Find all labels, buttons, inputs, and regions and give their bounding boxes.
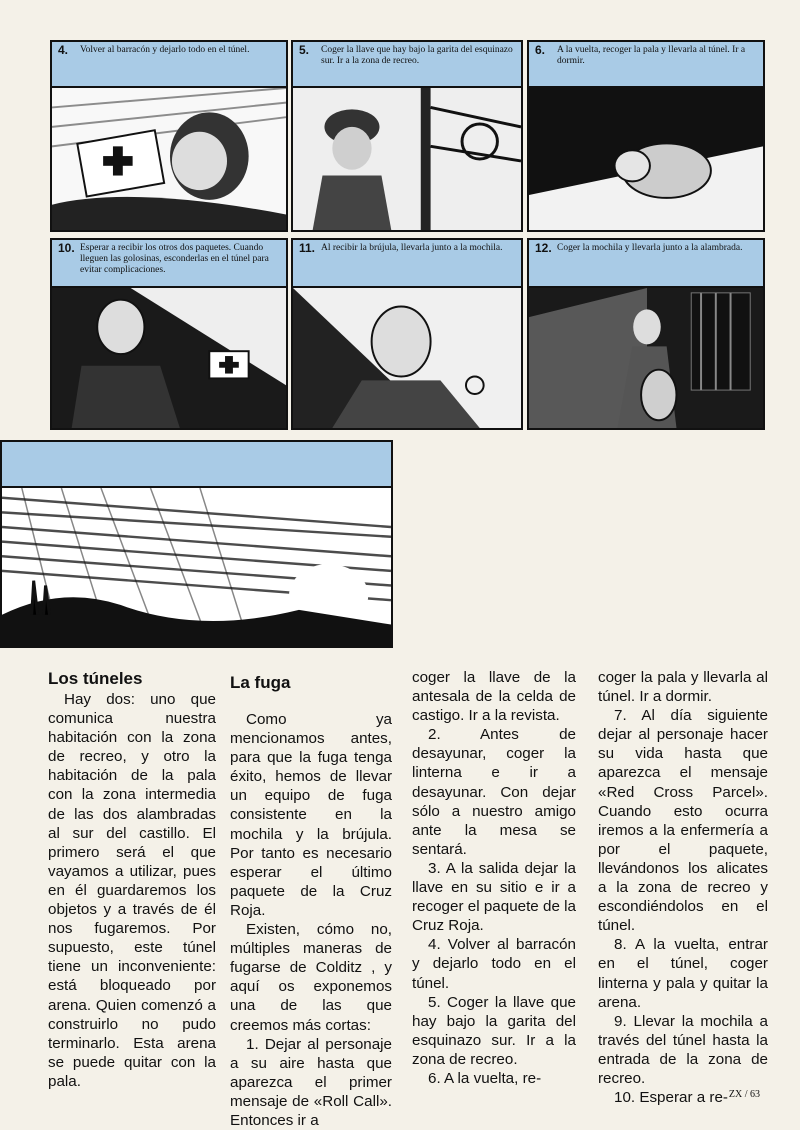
text-column-4 [598,668,768,1107]
text-column-3 [412,668,576,1088]
paragraph: 8. A la vuelta, entrar en el túnel, coger linterna y pala y quitar la arena. [598,936,768,1011]
comic-panel-4 [50,40,288,232]
comic-panel-5 [291,40,523,232]
panel-text: Esperar a recibir los otros dos paquetes. Cuando lleguen las golosinas, esconderlas en el túnel para evitar complicaciones. [80,243,269,275]
panel-illustration [2,488,391,646]
paragraph: Existen, cómo no, múltiples maneras de fugarse de Colditz , y aquí os exponemos una de las que creemos más cortas: [230,921,392,1034]
paragraph: 3. A la salida dejar la llave en su sitio e ir a recoger el paquete de la Cruz Roja. [412,859,576,935]
paragraph: 9. Llevar la mochila a través del túnel hasta la entrada de la zona de recreo. [598,1012,768,1087]
panel-number: 11. [299,241,316,255]
panel-illustration [52,288,286,428]
panel-text: Coger la mochila y llevarla junto a la alambrada. [557,243,743,253]
panel-number: 4. [58,43,69,57]
text-column-1 [48,668,216,1091]
comic-panel-12 [527,238,765,430]
panel-number: 5. [299,43,310,57]
panel-caption [529,240,763,288]
paragraph: 1. Dejar al personaje a su aire hasta que aparezca el primer mensaje de «Roll Call». Entonces ir a [230,1035,392,1129]
comic-panel-10 [50,238,288,430]
panel-illustration [52,88,286,230]
panel-text: Al recibir la brújula, llevarla junto a la mochila. [321,243,503,253]
paragraph: 2. Antes de desayunar, coger la linterna e ir a desayunar. Con dejar sólo a nuestro amigo ante la mesa se sentará. [412,726,576,858]
section-heading: Los túneles [48,669,143,688]
panel-caption-empty [2,442,391,488]
panel-illustration [529,88,763,230]
paragraph: 10. Esperar a re- [614,1089,728,1107]
comic-panel-large [0,440,393,648]
panel-text: Coger la llave que hay bajo la garita del esquinazo sur. Ir a la zona de recreo. [321,45,513,66]
panel-text: A la vuelta, recoger la pala y llevarla al túnel. Ir a dormir. [557,45,746,66]
comic-panel-11 [291,238,523,430]
panel-illustration [293,88,521,230]
panel-caption [52,42,286,88]
paragraph: Como ya mencionamos antes, para que la fuga tenga éxito, hemos de llevar un equipo de fuga consistente en la mochila y la brújula. Por tanto es necesario esperar el último paquete de la Cruz Roja. [230,711,392,919]
paragraph: 5. Coger la llave que hay bajo la garita del esquinazo sur. Ir a la zona de recreo. [412,993,576,1068]
paragraph: 4. Volver al barracón y dejarlo todo en el túnel. [412,936,576,992]
paragraph: 7. Al día siguiente dejar al personaje hacer su vida hasta que aparezca el mensaje «Red Cross Parcel». Cuando esto ocurra iremos a la enfermería a por el paquete, llevándonos los alicates a la zona de recreo y escondiéndolos en el túnel. [598,707,768,935]
panel-illustration [293,288,521,428]
paragraph: Hay dos: uno que comunica nuestra habitación con la zona de recreo, y otro la habitación de la pala con la zona intermedia de las dos alambradas al sur del castillo. El primero será el que vayamos a utilizar, pues en él guardaremos los objetos y a través de él nos fugaremos. Por supuesto, este túnel tiene un inconveniente: está bloqueado por arena. Quien comenzó a construirlo no pudo terminarlo. Esta arena se puede quitar con la pala. [48,691,216,1090]
paragraph: coger la llave de la antesala de la celda de castigo. Ir a la revista. [412,669,576,725]
panel-number: 6. [535,43,546,57]
panel-caption [293,42,521,88]
paragraph: coger la pala y llevarla al túnel. Ir a dormir. [598,669,768,706]
panel-caption [52,240,286,288]
paragraph: 6. A la vuelta, re- [428,1069,542,1087]
panel-caption [529,42,763,88]
panel-illustration [529,288,763,428]
panel-text: Volver al barracón y dejarlo todo en el túnel. [80,45,250,55]
text-column-2 [230,668,392,1130]
comic-panel-6 [527,40,765,232]
section-heading: La fuga [230,673,291,692]
panel-caption [293,240,521,288]
panel-number: 10. [58,241,75,255]
page-number: ZX / 63 [728,1089,760,1100]
panel-number: 12. [535,241,552,255]
